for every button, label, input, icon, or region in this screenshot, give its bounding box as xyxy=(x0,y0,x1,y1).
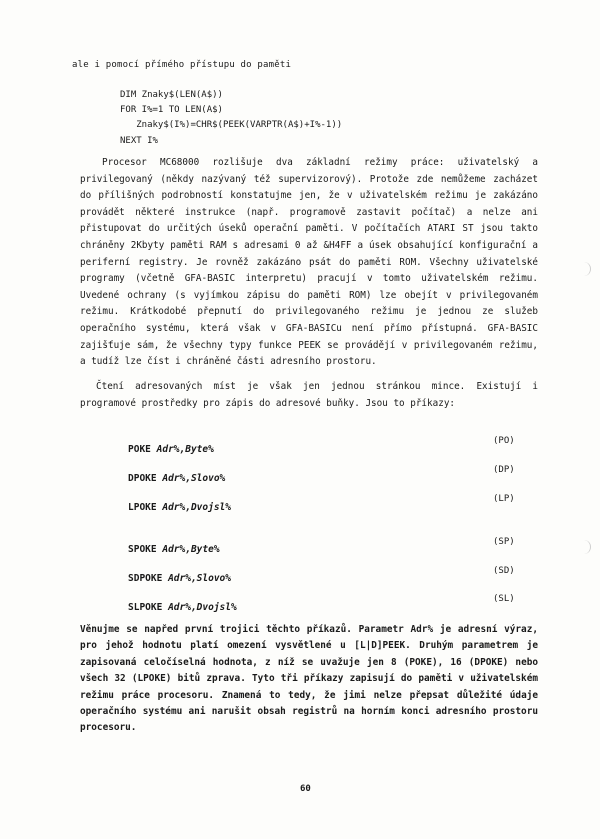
command-sdpoke xyxy=(128,573,231,584)
command-args: Adr%,Dvojsl% xyxy=(162,502,231,513)
code-line-2: FOR I%=1 TO LEN(A$) xyxy=(120,105,223,115)
command-args: Adr%,Slovo% xyxy=(168,573,231,584)
page-number: 60 xyxy=(300,784,311,794)
command-tag-lp: (LP) xyxy=(493,494,515,504)
command-keyword: SLPOKE xyxy=(128,602,163,613)
code-line-3: Znaky$(I%)=CHR$(PEEK(VARPTR(A$)+I%-1)) xyxy=(120,120,343,130)
command-keyword: LPOKE xyxy=(128,502,157,513)
command-args: Adr%,Byte% xyxy=(156,444,214,455)
command-keyword: SPOKE xyxy=(128,544,157,555)
code-line-1: DIM Znaky$(LEN(A$)) xyxy=(120,90,223,100)
paragraph-2-text: Čtení adresovaných míst je však jen jednou stránkou mince. Existují i programové prostředky pro zápis do adresové buňky. Jsou to příkazy: xyxy=(80,381,538,409)
command-keyword: POKE xyxy=(128,444,151,455)
command-args: Adr%,Slovo% xyxy=(162,473,226,484)
paragraph-write-commands xyxy=(80,379,538,412)
command-poke xyxy=(128,444,214,455)
command-tag-po: (PO) xyxy=(493,436,515,446)
command-args: Adr%,Byte% xyxy=(162,544,220,555)
margin-hole-mark xyxy=(584,540,591,554)
paragraph-poke-explanation xyxy=(80,622,538,737)
code-line-4: NEXT I% xyxy=(120,136,158,146)
paragraph-supervisor-mode xyxy=(80,155,538,371)
margin-hole-mark xyxy=(584,262,591,276)
command-dpoke xyxy=(128,473,225,484)
paragraph-3-text: Věnujme se napřed první trojici těchto příkazů. Parametr Adr% je adresní výraz, pro jehož hodnotu platí omezení vysvětlené u [L|D]PEEK. Druhým parametrem je zapisovaná celočíselná hodnota, z níž se uvažuje jen 8 (POKE), 16 (DPOKE) nebo všech 32 (LPOKE) bitů zprava. Tyto tři příkazy zapisují do paměti v uživatelském režimu práce procesoru. Znamená to tedy, že jimi nelze přepsat důležité údaje operačního systému ani narušit obsah registrů na horním konci adresního prostoru procesoru. xyxy=(80,624,538,734)
command-tag-dp: (DP) xyxy=(493,465,515,475)
command-tag-sd: (SD) xyxy=(493,566,515,576)
command-args: Adr%,Dvojsl% xyxy=(168,602,237,613)
command-tag-sl: (SL) xyxy=(493,594,515,604)
paragraph-1-text: Procesor MC68000 rozlišuje dva základní režimy práce: uživatelský a privilegovaný (někdy nazývaný též supervizorový). Protože zde nemůžeme zacházet do přílišných podrobností konstatujme jen, že v uživatelském režimu je zakázáno provádět některé instrukce (např. programově zastavit počítač) a nelze ani přistupovat do určitých úseků operační paměti. V počítačích ATARI ST jsou takto chráněny 2Kbyty paměti RAM s adresami 0 až &H4FF a úsek obsahující konfigurační a periferní registry. Je rovněž zakázáno psát do paměti ROM. Všechny uživatelské programy (včetně GFA-BASIC interpretu) pracují v tomto uživatelském režimu. Uvedené ochrany (s vyjímkou zápisu do paměti ROM) lze obejít v privilegovaném režimu. Krátkodobé přepnutí do privilegovaného režimu je jednou ze služeb operačního systému, která však v GFA-BASICu není přímo přístupná. GFA-BASIC zajišťuje sám, že všechny typy funkce PEEK se provádějí v privilegovaném režimu, a tudíž lze číst i chráněné části adresního prostoru. xyxy=(80,157,538,368)
command-keyword: SDPOKE xyxy=(128,573,163,584)
command-slpoke xyxy=(128,602,237,613)
intro-line: ale i pomocí přímého přístupu do paměti xyxy=(72,60,292,70)
command-keyword: DPOKE xyxy=(128,473,157,484)
command-tag-sp: (SP) xyxy=(493,537,515,547)
command-lpoke xyxy=(128,502,231,513)
command-spoke xyxy=(128,544,220,555)
